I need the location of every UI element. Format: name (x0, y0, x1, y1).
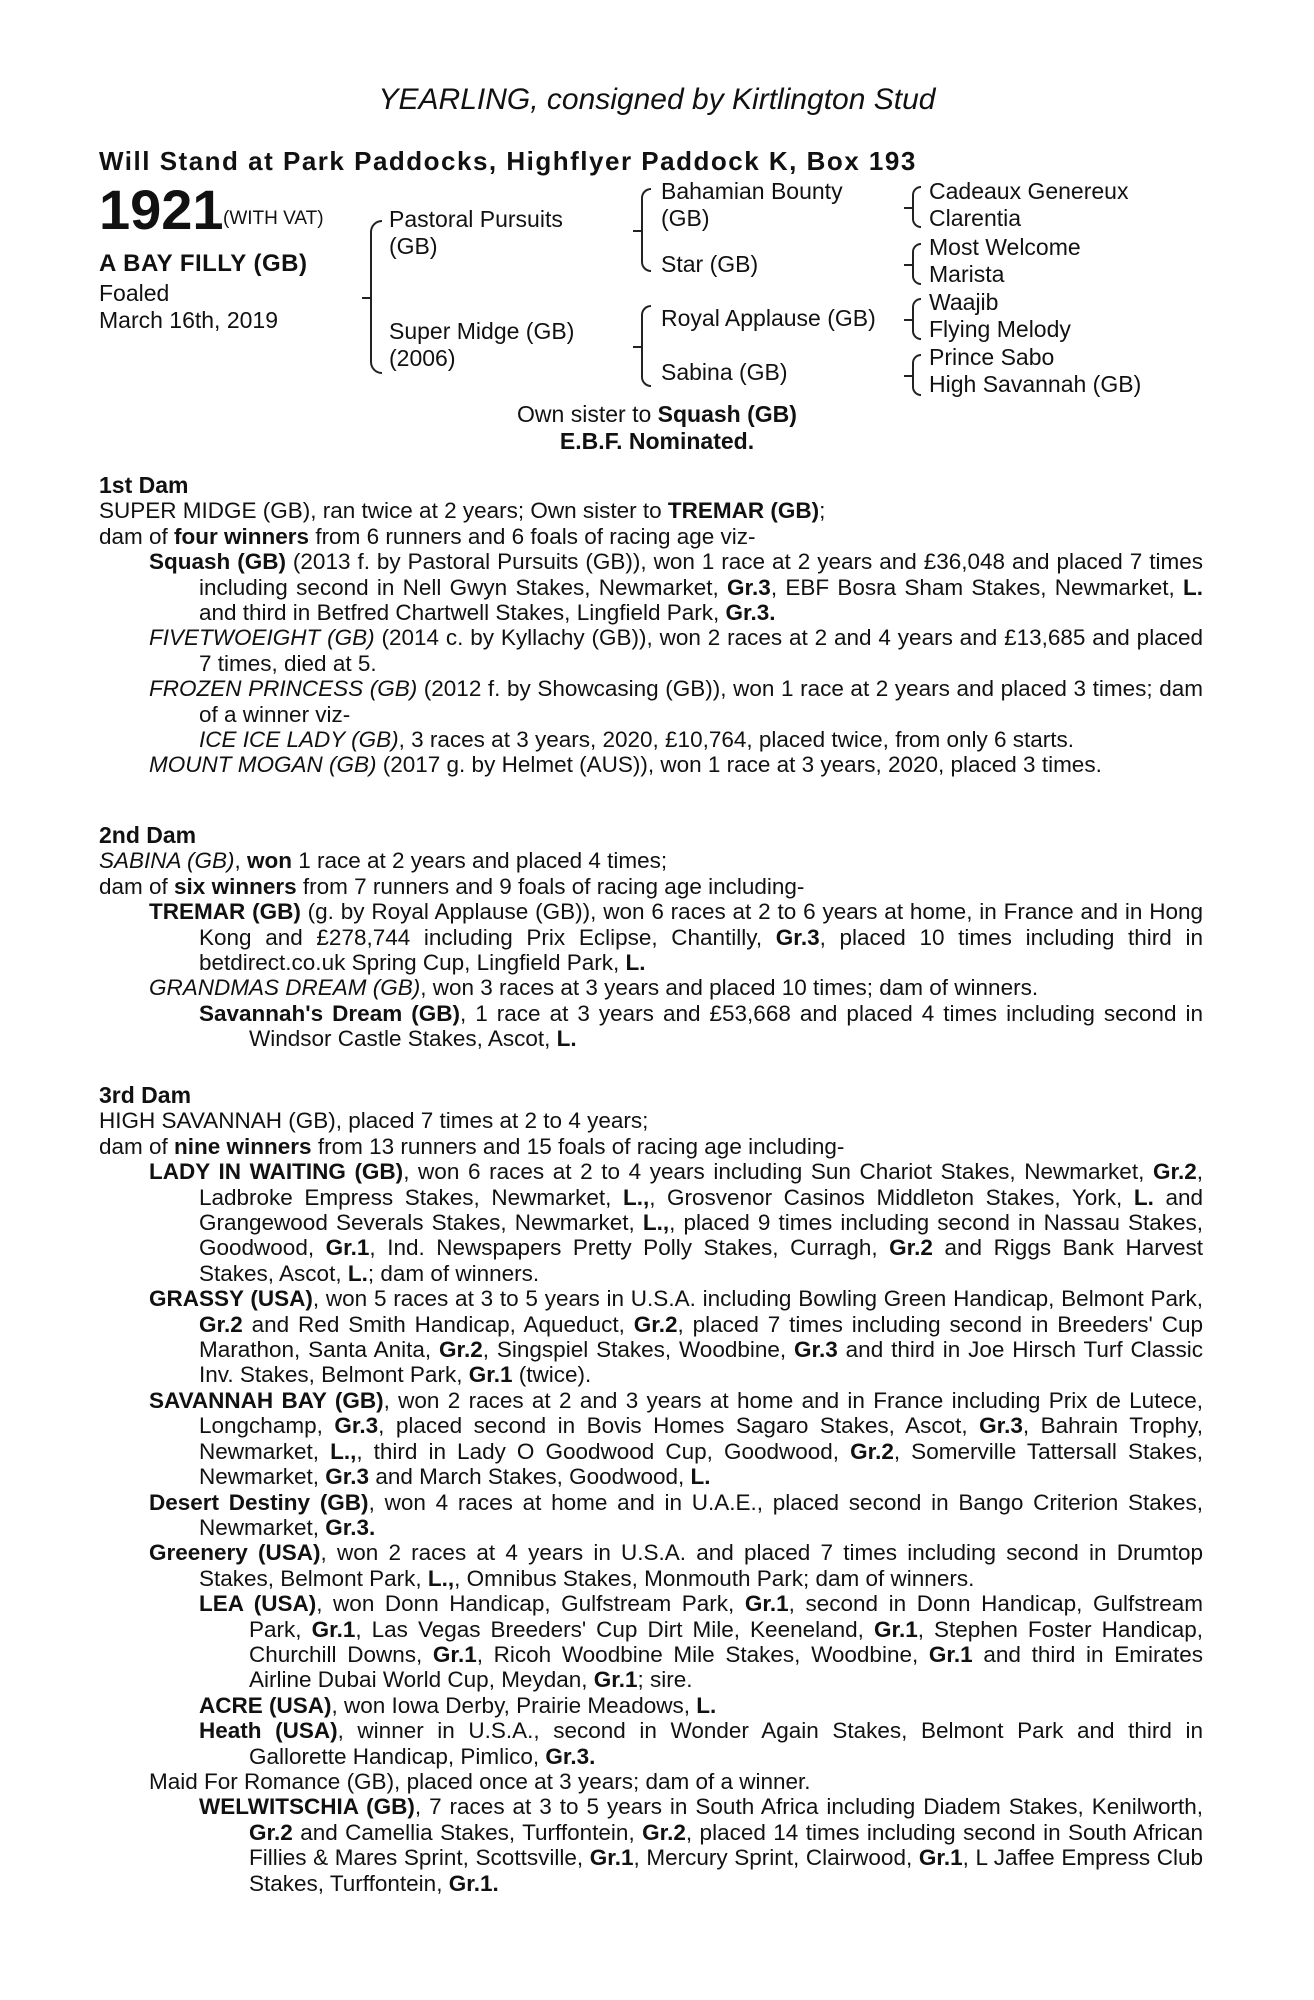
pedigree-brace (370, 220, 382, 374)
second-dam-section (99, 823, 1203, 1052)
pedigree-gen3: Prince Sabo (929, 344, 1055, 370)
pedigree-gen3: High Savannah (GB) (929, 371, 1142, 397)
progeny-entry: SAVANNAH BAY (GB), won 2 races at 2 and 3 years at home and in France including Prix de Lutece, Longchamp, Gr.3, placed second in Bovis Homes Sagaro Stakes, Ascot, Gr.3, Bahrain Trophy, Newmarket, L.,, third in Lady O Goodwood Cup, Goodwood, Gr.2, Somerville Tattersall Stakes, Newmarket, Gr.3 and March Stakes, Goodwood, L. (149, 1387, 1203, 1490)
pedigree-dam-sire: Royal Applause (GB) (661, 305, 876, 331)
progeny-entry: LADY IN WAITING (GB), won 6 races at 2 to 4 years including Sun Chariot Stakes, Newmarket, Gr.2, Ladbroke Empress Stakes, Newmarket, L.,, Grosvenor Casinos Middleton Stakes, York, L. and Grangewood Severals Stakes, Newmarket, L.,, placed 9 times including second in Nassau Stakes, Goodwood, Gr.1, Ind. Newspapers Pretty Polly Stakes, Curragh, Gr.2 and Riggs Bank Harvest Stakes, Ascot, L.; dam of winners. (149, 1159, 1203, 1286)
progeny-entry: GRANDMAS DREAM (GB), won 3 races at 3 years and placed 10 times; dam of winners. (149, 975, 1039, 1001)
stand-location: Will Stand at Park Paddocks, Highflyer Paddock K, Box 193 (99, 146, 917, 176)
pedigree-gen3: Marista (929, 261, 1005, 287)
progeny-entry: Squash (GB) (2013 f. by Pastoral Pursuits (GB)), won 1 race at 2 years and £36,048 and placed 7 times including second in Nell Gwyn Stakes, Newmarket, Gr.3, EBF Bosra Sham Stakes, Newmarket, L. and third in Betfred Chartwell Stakes, Lingfield Park, Gr.3. (149, 549, 1203, 626)
own-sister-note: Own sister to Squash (GB) (517, 401, 797, 427)
pedigree-dam-dam: Sabina (GB) (661, 359, 788, 385)
first-dam-section (99, 473, 1203, 778)
third-dam-section (99, 1083, 1203, 1896)
section-title: 3rd Dam (99, 1082, 192, 1108)
progeny-entry: ICE ICE LADY (GB), 3 races at 3 years, 2020, £10,764, placed twice, from only 6 starts. (199, 727, 1074, 753)
pedigree-sire-dam: Star (GB) (661, 251, 759, 277)
foaled-date: March 16th, 2019 (99, 307, 279, 333)
pedigree-gen3: Cadeaux Genereux (929, 178, 1129, 204)
pedigree-gen3: Clarentia (929, 205, 1022, 231)
progeny-entry: TREMAR (GB) (g. by Royal Applause (GB)), won 6 races at 2 to 6 years at home, in France and in Hong Kong and £278,744 including Prix Eclipse, Chantilly, Gr.3, placed 10 times including third in betdirect.co.uk Spring Cup, Lingfield Park, L. (149, 899, 1204, 976)
pedigree-gen3: Waajib (929, 289, 999, 315)
pedigree-brace (912, 298, 921, 340)
progeny-entry: ACRE (USA), won Iowa Derby, Prairie Meadows, L. (199, 1692, 717, 1718)
pedigree-dam: Super Midge (GB) (2006) (389, 318, 575, 371)
progeny-entry: WELWITSCHIA (GB), 7 races at 3 to 5 years in South Africa including Diadem Stakes, Kenilworth, Gr.2 and Camellia Stakes, Turffontein, Gr.2, placed 14 times including second in South African Fillies & Mares Sprint, Scottsville, Gr.1, Mercury Sprint, Clairwood, Gr.1, L Jaffee Empress Club Stakes, Turffontein, Gr.1. (199, 1794, 1203, 1896)
progeny-entry: LEA (USA), won Donn Handicap, Gulfstream Park, Gr.1, second in Donn Handicap, Gulfstream Park, Gr.1, Las Vegas Breeders' Cup Dirt Mile, Keeneland, Gr.1, Stephen Foster Handicap, Churchill Downs, Gr.1, Ricoh Woodbine Mile Stakes, Woodbine, Gr.1 and third in Emirates Airline Dubai World Cup, Meydan, Gr.1; sire. (199, 1591, 1203, 1693)
vat-note: (WITH VAT) (223, 208, 324, 229)
horse-description: A BAY FILLY (GB) (99, 250, 308, 277)
progeny-entry: Maid For Romance (GB), placed once at 3 years; dam of a winner. (149, 1768, 811, 1794)
dam-summary: SUPER MIDGE (GB), ran twice at 2 years; Own sister to TREMAR (GB); (99, 498, 826, 524)
progeny-entry: FIVETWOEIGHT (GB) (2014 c. by Kyllachy (GB)), won 2 races at 2 and 4 years and £13,685 and placed 7 times, died at 5. (149, 625, 1203, 676)
section-title: 1st Dam (99, 472, 189, 498)
progeny-entry: MOUNT MOGAN (GB) (2017 g. by Helmet (AUS)), won 1 race at 3 years, 2020, placed 3 times. (149, 752, 1102, 778)
lot-number: 1921 (99, 178, 224, 241)
progeny-entry: Desert Destiny (GB), won 4 races at home and in U.A.E., placed second in Bango Criterion Stakes, Newmarket, Gr.3. (149, 1489, 1203, 1540)
ebf-nominated: E.B.F. Nominated. (559, 428, 755, 454)
section-title: 2nd Dam (99, 822, 197, 848)
dam-summary: HIGH SAVANNAH (GB), placed 7 times at 2 to 4 years; (99, 1108, 649, 1134)
progeny-entry: GRASSY (USA), won 5 races at 3 to 5 years in U.S.A. including Bowling Green Handicap, Belmont Park, Gr.2 and Red Smith Handicap, Aqueduct, Gr.2, placed 7 times including second in Breeders' Cup Marathon, Santa Anita, Gr.2, Singspiel Stakes, Woodbine, Gr.3 and third in Joe Hirsch Turf Classic Inv. Stakes, Belmont Park, Gr.1 (twice). (149, 1286, 1203, 1388)
progeny-entry: Savannah's Dream (GB), 1 race at 3 years and £53,668 and placed 4 times including second in Windsor Castle Stakes, Ascot, L. (199, 1000, 1203, 1052)
pedigree-brace (912, 186, 921, 228)
dam-produce-summary: dam of nine winners from 13 runners and 15 foals of racing age including- (99, 1133, 845, 1159)
dam-summary: SABINA (GB), won 1 race at 2 years and placed 4 times; (99, 848, 668, 874)
pedigree-brace (912, 354, 921, 396)
foaled-label: Foaled (99, 280, 170, 306)
pedigree-sire: Pastoral Pursuits (GB) (389, 206, 563, 259)
progeny-entry: Heath (USA), winner in U.S.A., second in Wonder Again Stakes, Belmont Park and third in Gallorette Handicap, Pimlico, Gr.3. (199, 1718, 1203, 1769)
dam-produce-summary: dam of four winners from 6 runners and 6 foals of racing age viz- (99, 523, 756, 549)
pedigree-brace (912, 243, 921, 285)
dam-produce-summary: dam of six winners from 7 runners and 9 foals of racing age including- (99, 873, 805, 899)
pedigree-sire-sire: Bahamian Bounty (GB) (661, 178, 843, 231)
page-title: YEARLING, consigned by Kirtlington Stud (378, 83, 936, 116)
pedigree-brace (641, 188, 651, 272)
pedigree-gen3: Most Welcome (929, 234, 1081, 260)
pedigree-brace (641, 305, 651, 387)
pedigree-gen3: Flying Melody (929, 316, 1071, 342)
progeny-entry: FROZEN PRINCESS (GB) (2012 f. by Showcasing (GB)), won 1 race at 2 years and placed 3 times; dam of a winner viz- (149, 676, 1203, 727)
progeny-entry: Greenery (USA), won 2 races at 4 years in U.S.A. and placed 7 times including second in Drumtop Stakes, Belmont Park, L.,, Omnibus Stakes, Monmouth Park; dam of winners. (149, 1540, 1203, 1591)
